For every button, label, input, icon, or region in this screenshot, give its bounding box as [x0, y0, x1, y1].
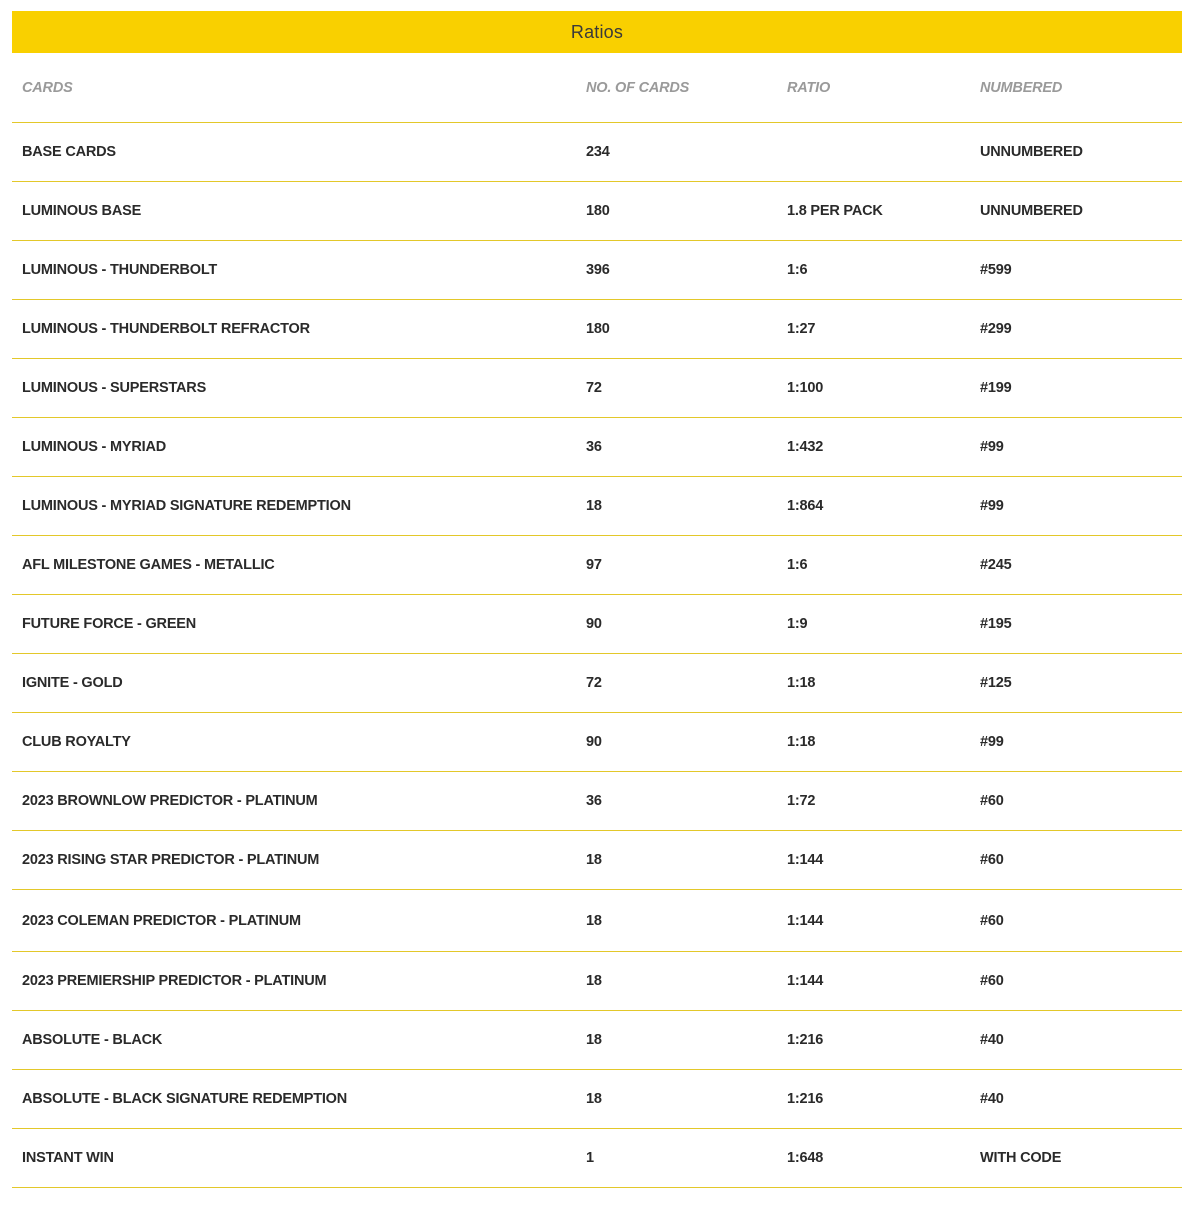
cell-ratio: 1:432 — [787, 439, 824, 455]
cell-card-count: 72 — [586, 380, 602, 396]
column-header-numbered: NUMBERED — [980, 79, 1063, 96]
table-row — [12, 241, 1182, 300]
cell-card-name: LUMINOUS - THUNDERBOLT REFRACTOR — [22, 321, 310, 337]
cell-ratio: 1:648 — [787, 1150, 824, 1166]
cell-numbered: #195 — [980, 616, 1012, 632]
cell-card-count: 396 — [586, 262, 610, 278]
cell-card-name: CLUB ROYALTY — [22, 734, 131, 750]
cell-numbered: #60 — [980, 912, 1004, 929]
table-row — [12, 831, 1182, 890]
cell-numbered: #60 — [980, 793, 1004, 809]
cell-numbered: #245 — [980, 557, 1012, 573]
cell-card-name: ABSOLUTE - BLACK — [22, 1032, 163, 1048]
cell-numbered: #40 — [980, 1032, 1004, 1048]
cell-ratio: 1:216 — [787, 1091, 824, 1107]
cell-numbered: #99 — [980, 439, 1004, 455]
table-row — [12, 300, 1182, 359]
table-row — [12, 359, 1182, 418]
cell-numbered: UNNUMBERED — [980, 203, 1083, 219]
cell-card-count: 90 — [586, 734, 602, 750]
cell-card-count: 18 — [586, 973, 602, 989]
cell-ratio: 1:72 — [787, 793, 816, 809]
column-header-no-of-cards: NO. OF CARDS — [586, 79, 690, 96]
cell-ratio: 1:6 — [787, 557, 808, 573]
cell-card-count: 72 — [586, 675, 602, 691]
table-row — [12, 123, 1182, 182]
table-row — [12, 1011, 1182, 1070]
cell-card-name: INSTANT WIN — [22, 1150, 114, 1166]
cell-numbered: #199 — [980, 380, 1012, 396]
cell-ratio: 1:9 — [787, 616, 808, 632]
cell-ratio: 1:18 — [787, 675, 816, 691]
cell-card-count: 234 — [586, 144, 610, 160]
column-header-ratio: RATIO — [787, 79, 831, 96]
table-row — [12, 890, 1182, 952]
cell-card-count: 180 — [586, 321, 610, 337]
table-row — [12, 713, 1182, 772]
ratios-table — [12, 53, 1182, 1188]
cell-numbered: WITH CODE — [980, 1150, 1062, 1166]
table-body — [12, 123, 1182, 1188]
cell-ratio: 1:216 — [787, 1032, 824, 1048]
cell-card-count: 18 — [586, 1091, 602, 1107]
table-row — [12, 418, 1182, 477]
cell-card-count: 1 — [586, 1150, 594, 1166]
cell-ratio: 1:144 — [787, 973, 824, 989]
cell-card-count: 180 — [586, 203, 610, 219]
table-row — [12, 182, 1182, 241]
cell-numbered: #60 — [980, 973, 1004, 989]
cell-numbered: #125 — [980, 675, 1012, 691]
table-row — [12, 595, 1182, 654]
cell-card-count: 36 — [586, 793, 602, 809]
ratios-title: Ratios — [570, 21, 624, 42]
cell-numbered: #99 — [980, 498, 1004, 514]
table-row — [12, 477, 1182, 536]
cell-card-count: 18 — [586, 852, 602, 868]
cell-card-count: 18 — [586, 498, 602, 514]
table-row — [12, 772, 1182, 831]
cell-numbered: #299 — [980, 321, 1012, 337]
cell-card-name: BASE CARDS — [22, 144, 116, 160]
cell-card-name: FUTURE FORCE - GREEN — [22, 616, 197, 632]
table-header-row — [12, 53, 1182, 123]
table-row — [12, 952, 1182, 1011]
cell-card-count: 36 — [586, 439, 602, 455]
cell-card-name: LUMINOUS - MYRIAD — [22, 439, 167, 455]
cell-ratio: 1:144 — [787, 852, 824, 868]
cell-ratio: 1:864 — [787, 498, 824, 514]
table-row — [12, 654, 1182, 713]
cell-card-name: LUMINOUS - MYRIAD SIGNATURE REDEMPTION — [22, 498, 351, 514]
cell-card-name: 2023 RISING STAR PREDICTOR - PLATINUM — [22, 852, 320, 868]
ratios-panel — [12, 11, 1182, 1188]
cell-ratio: 1:18 — [787, 734, 816, 750]
cell-card-name: LUMINOUS BASE — [22, 203, 142, 219]
table-row — [12, 536, 1182, 595]
cell-ratio: 1.8 PER PACK — [787, 203, 883, 219]
cell-card-name: LUMINOUS - SUPERSTARS — [22, 380, 207, 396]
cell-numbered: #40 — [980, 1091, 1004, 1107]
cell-card-name: 2023 PREMIERSHIP PREDICTOR - PLATINUM — [22, 973, 327, 989]
cell-card-count: 18 — [586, 1032, 602, 1048]
table-row — [12, 1129, 1182, 1188]
cell-numbered: UNNUMBERED — [980, 144, 1083, 160]
cell-card-name: 2023 BROWNLOW PREDICTOR - PLATINUM — [22, 793, 318, 809]
table-row — [12, 1070, 1182, 1129]
cell-ratio: 1:27 — [787, 321, 816, 337]
cell-numbered: #99 — [980, 734, 1004, 750]
cell-card-name: AFL MILESTONE GAMES - METALLIC — [22, 557, 275, 573]
cell-numbered: #60 — [980, 852, 1004, 868]
cell-card-count: 97 — [586, 557, 602, 573]
ratios-title-bar — [12, 11, 1182, 53]
cell-card-name: LUMINOUS - THUNDERBOLT — [22, 262, 218, 278]
cell-card-count: 90 — [586, 616, 602, 632]
cell-card-name: ABSOLUTE - BLACK SIGNATURE REDEMPTION — [22, 1091, 348, 1107]
cell-ratio: 1:144 — [787, 912, 824, 929]
cell-ratio: 1:100 — [787, 380, 824, 396]
column-header-cards: CARDS — [22, 79, 73, 96]
cell-card-name: 2023 COLEMAN PREDICTOR - PLATINUM — [22, 912, 301, 929]
cell-card-count: 18 — [586, 912, 602, 929]
cell-ratio: 1:6 — [787, 262, 808, 278]
cell-numbered: #599 — [980, 262, 1012, 278]
cell-card-name: IGNITE - GOLD — [22, 675, 123, 691]
